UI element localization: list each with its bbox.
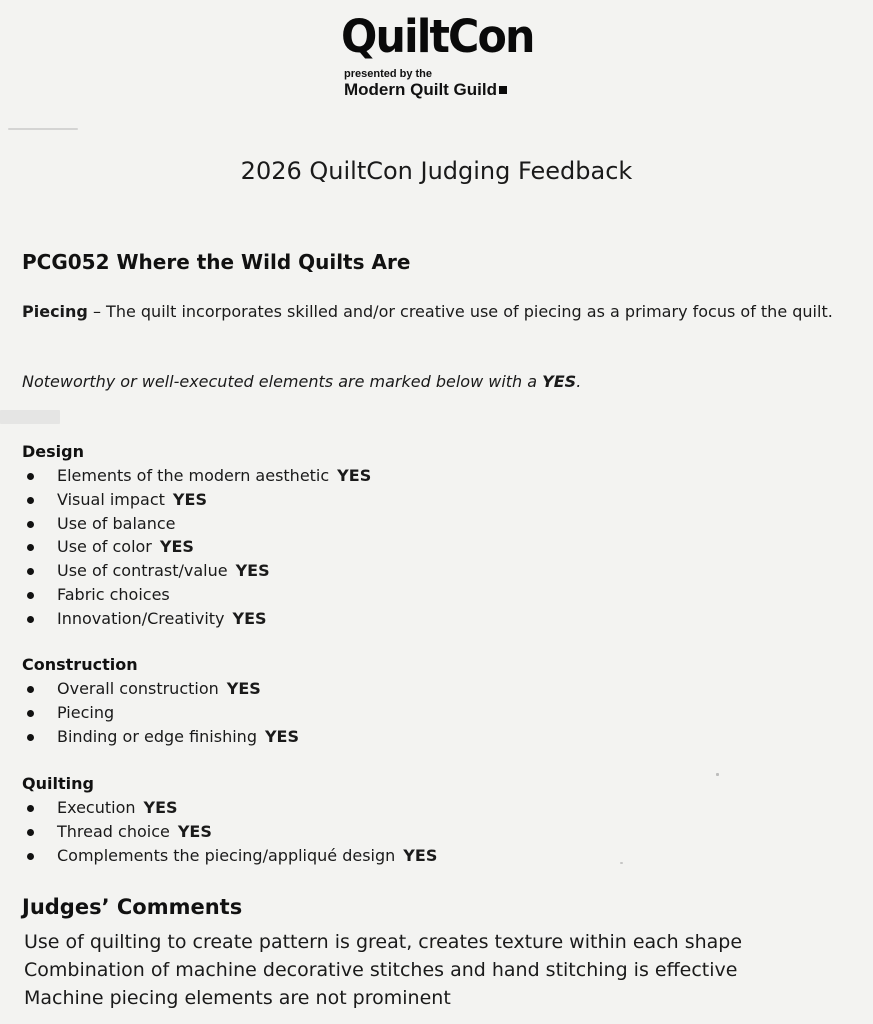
item-label: Elements of the modern aesthetic	[57, 466, 330, 485]
item-label: Execution	[57, 798, 136, 817]
category-name: Piecing	[22, 302, 88, 321]
logo-wordmark: QuiltCon	[341, 10, 534, 63]
comment-line: Use of quilting to create pattern is great, creates texture within each shape	[24, 931, 743, 953]
bullet-icon	[27, 568, 34, 575]
item-label: Thread choice	[57, 821, 170, 841]
yes-mark: YES	[143, 798, 178, 817]
scan-noise	[8, 128, 78, 130]
quiltcon-logo	[341, 8, 551, 99]
bullet-icon	[27, 710, 34, 717]
category-description	[22, 300, 842, 324]
comments-body	[24, 928, 864, 1012]
yes-mark: YES	[159, 537, 194, 557]
yes-mark: YES	[337, 466, 372, 485]
logo-guild-name: Modern Quilt Guild	[344, 80, 497, 99]
yes-mark: YES	[177, 821, 212, 841]
item-label: Overall construction	[57, 679, 219, 698]
list-item	[22, 820, 822, 844]
yes-mark: YES	[172, 489, 207, 509]
list-item	[22, 512, 822, 536]
list-item	[22, 844, 822, 868]
scan-noise	[716, 773, 719, 776]
section-construction	[22, 653, 822, 748]
bullet-icon	[27, 473, 34, 480]
item-label: Complements the piecing/appliqué design	[57, 845, 396, 865]
bullet-icon	[27, 592, 34, 599]
list-item	[22, 725, 822, 749]
note-end: .	[576, 372, 582, 391]
logo-square-mark	[499, 86, 507, 94]
list-item	[22, 677, 822, 701]
list-item	[22, 535, 822, 559]
item-label: Use of balance	[57, 513, 176, 533]
item-label: Binding or edge finishing	[57, 726, 257, 746]
bullet-icon	[27, 521, 34, 528]
list-item	[22, 796, 822, 820]
document-title: 2026 QuiltCon Judging Feedback	[240, 157, 633, 185]
note-mark: YES	[542, 372, 577, 391]
category-text: – The quilt incorporates skilled and/or creative use of piecing as a primary focus of the quilt.	[87, 302, 833, 321]
note-text: Noteworthy or well-executed elements are marked below with a	[22, 372, 543, 391]
item-label: Piecing	[57, 702, 115, 722]
section-title: Construction	[22, 655, 138, 674]
list-item	[22, 701, 822, 725]
comment-line: Machine piecing elements are not prominent	[24, 987, 451, 1009]
yes-mark: YES	[264, 726, 300, 746]
item-label: Innovation/Creativity	[57, 608, 225, 628]
logo-presented-by: presented by the	[344, 68, 433, 80]
section-title: Quilting	[22, 774, 94, 793]
list-item	[22, 583, 822, 607]
item-label: Fabric choices	[57, 584, 170, 604]
list-item	[22, 488, 822, 512]
bullet-icon	[27, 544, 34, 551]
scan-noise	[0, 410, 60, 424]
bullet-icon	[27, 616, 34, 623]
yes-mark: YES	[226, 679, 261, 698]
item-label: Use of color	[57, 537, 152, 557]
yes-mark: YES	[232, 608, 267, 628]
comment-line: Combination of machine decorative stitches and hand stitching is effective	[24, 959, 738, 981]
bullet-icon	[27, 734, 34, 741]
section-quilting	[22, 772, 822, 867]
list-item	[22, 559, 822, 583]
scan-noise	[620, 862, 623, 864]
yes-mark: YES	[235, 561, 270, 581]
section-design	[22, 440, 822, 631]
list-item	[22, 464, 822, 488]
bullet-icon	[27, 853, 34, 860]
logo-guild-line	[344, 80, 551, 99]
bullet-icon	[27, 829, 34, 836]
item-label: Use of contrast/value	[57, 561, 228, 581]
item-label: Visual impact	[57, 489, 165, 509]
section-title: Design	[22, 442, 84, 461]
bullet-icon	[27, 686, 34, 693]
yes-mark: YES	[403, 845, 438, 865]
marking-note	[22, 372, 581, 391]
list-item	[22, 607, 822, 631]
quilt-heading: PCG052 Where the Wild Quilts Are	[22, 250, 411, 274]
bullet-icon	[27, 497, 34, 504]
comments-heading: Judges’ Comments	[22, 895, 243, 919]
bullet-icon	[27, 805, 34, 812]
